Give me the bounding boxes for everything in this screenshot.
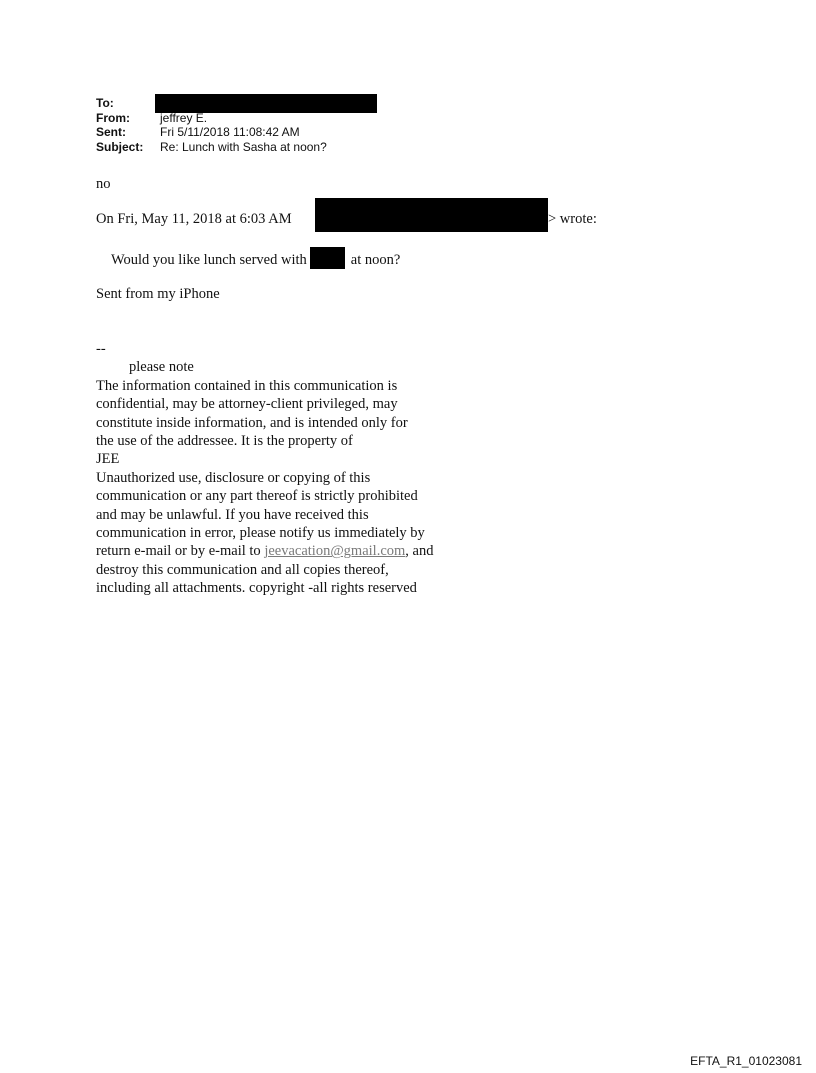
quote-attribution (96, 210, 597, 228)
signature-text: , and (405, 543, 434, 560)
signature-line: destroy this communication and all copies thereof, (96, 561, 389, 578)
signature-line-with-link (96, 542, 433, 560)
signature-line: and may be unlawful. If you have received this (96, 506, 369, 523)
redaction-name (310, 247, 345, 269)
signature-dashes: -- (96, 341, 106, 357)
signature-note: please note (129, 359, 194, 376)
from-value: jeffrey E. (160, 110, 208, 125)
sent-value: Fri 5/11/2018 11:08:42 AM (160, 125, 300, 139)
from-label: From: (96, 110, 130, 125)
signature-line: communication in error, please notify us immediately by (96, 525, 425, 542)
sent-label: Sent: (96, 125, 126, 139)
signature-line: including all attachments. copyright -all rights reserved (96, 580, 417, 597)
subject-label: Subject: (96, 139, 144, 154)
signature-line: Unauthorized use, disclosure or copying of this (96, 469, 371, 486)
to-label: To: (96, 96, 114, 110)
quoted-message (111, 247, 400, 269)
signature-line: The information contained in this communication is (96, 377, 398, 394)
subject-value: Re: Lunch with Sasha at noon? (160, 139, 327, 154)
signature-line: constitute inside information, and is intended only for (96, 414, 408, 431)
attribution-suffix: > wrote: (548, 211, 597, 227)
signature-text: return e-mail or by e-mail to (96, 543, 261, 560)
signature-line: confidential, may be attorney-client privileged, may (96, 396, 398, 413)
reply-text: no (96, 176, 111, 192)
signature-line: JEE (96, 451, 120, 468)
quoted-text-after: at noon? (350, 252, 401, 268)
signature-line: the use of the addressee. It is the property of (96, 433, 353, 450)
quoted-text-before: Would you like lunch served with (111, 252, 307, 268)
sent-from-line: Sent from my iPhone (96, 286, 220, 302)
attribution-prefix: On Fri, May 11, 2018 at 6:03 AM (96, 211, 292, 227)
email-link[interactable]: jeevacation@gmail.com (264, 543, 406, 560)
signature-block (96, 340, 433, 598)
document-id: EFTA_R1_01023081 (690, 1054, 802, 1068)
signature-line: communication or any part thereof is strictly prohibited (96, 488, 418, 505)
redaction-sender (315, 198, 548, 232)
